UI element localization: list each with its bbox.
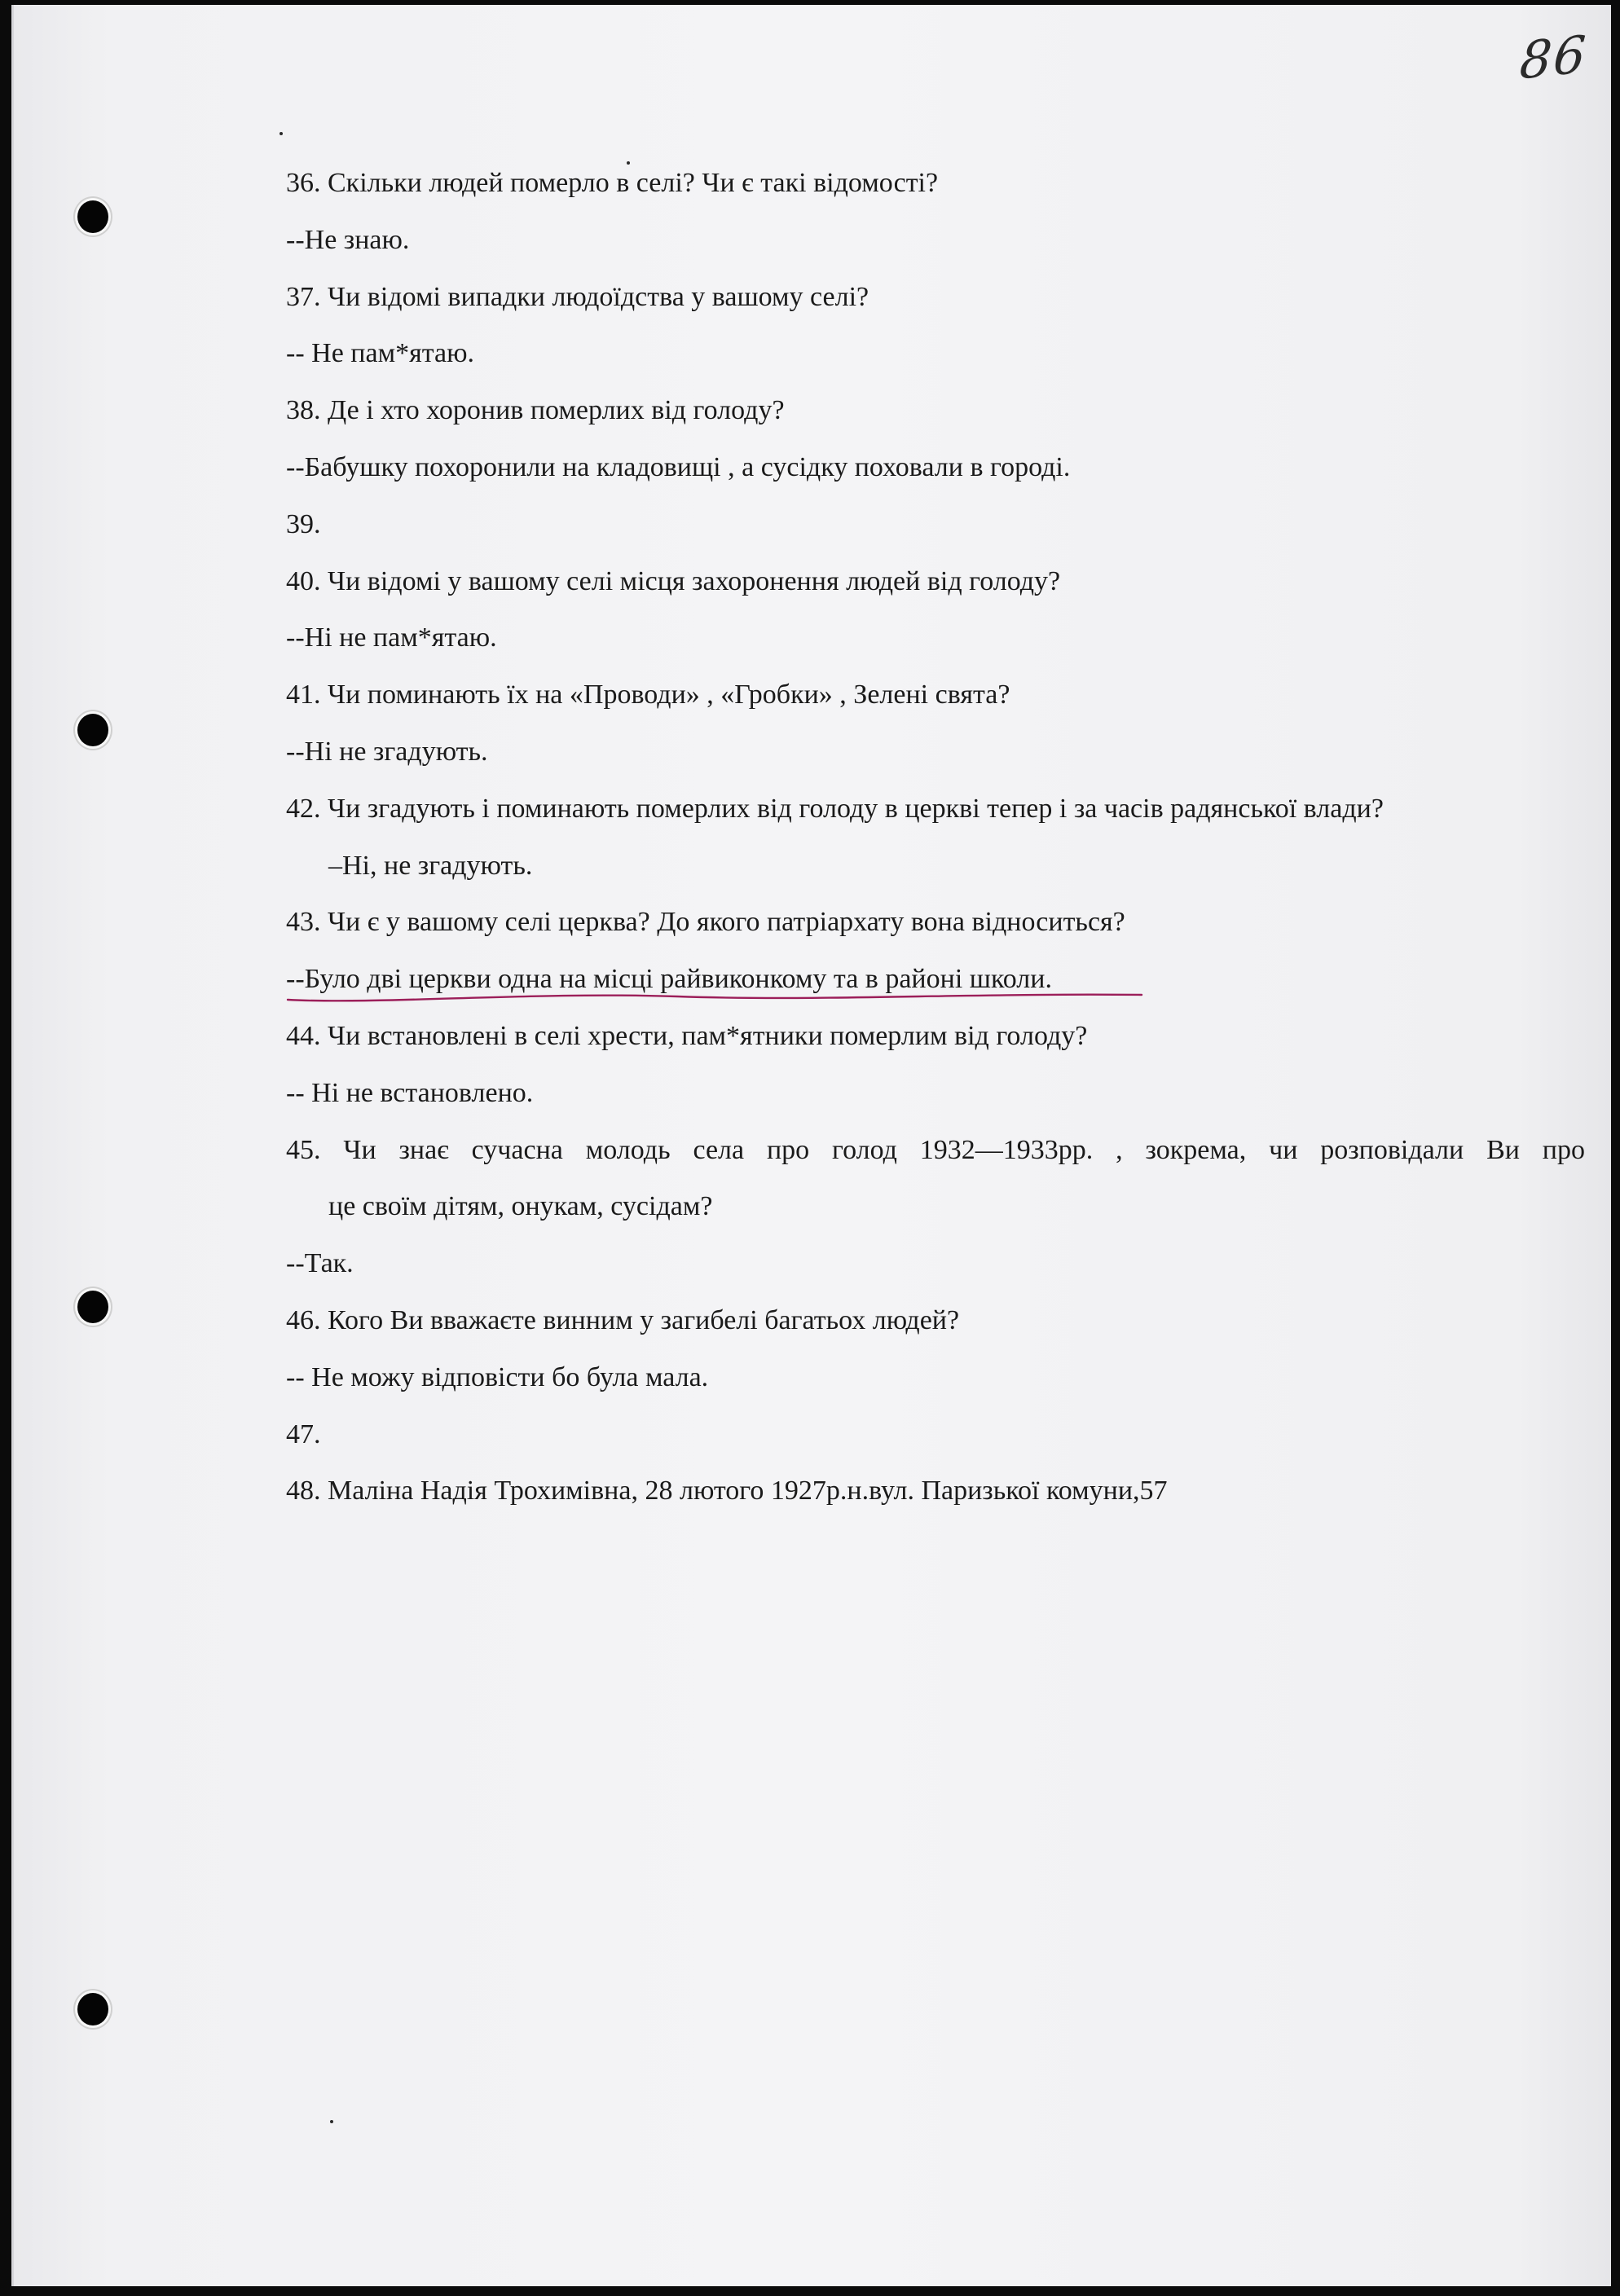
respondent-info-line: 48. Маліна Надія Трохимівна, 28 лютого 1927р.н.вул. Паризької комуни,57 xyxy=(286,1476,1168,1506)
question-line: 39. xyxy=(286,508,321,539)
question-line: 38. Де і хто хоронив померлих від голоду? xyxy=(286,395,785,426)
question-line: 36. Скільки людей померло в селі? Чи є такі відомості? xyxy=(286,168,939,198)
answer-text: --Було дві церкви одна на місці райвиконкому та в районі школи. xyxy=(286,964,1052,995)
punch-hole xyxy=(77,200,108,233)
question-line: 46. Кого Ви вважаєте винним у загибелі багатьох людей? xyxy=(286,1304,960,1335)
answer-line: -- Не пам*ятаю. xyxy=(286,338,474,369)
question-line-continued: це своїм дітям, онукам, сусідам? xyxy=(328,1191,713,1222)
ink-speck xyxy=(280,132,283,135)
answer-line: -- Ні не встановлено. xyxy=(286,1077,534,1108)
ink-speck xyxy=(330,2120,333,2123)
answer-line: --Бабушку похоронили на кладовищі , а сусідку поховали в городі. xyxy=(286,451,1071,482)
punch-hole xyxy=(77,1993,108,2025)
question-line: 45. Чи знає сучасна молодь села про голод 1932—1933рр. , зокрема, чи розповідали Ви про xyxy=(286,1134,1585,1165)
questionnaire-text xyxy=(286,168,1606,1533)
question-line: 47. xyxy=(286,1419,321,1449)
punch-hole xyxy=(77,714,108,746)
punch-hole xyxy=(77,1291,108,1323)
question-line: 42. Чи згадують і поминають померлих від голоду в церкві тепер і за часів радянської влади? xyxy=(286,793,1384,824)
question-line: 37. Чи відомі випадки людоїдства у вашому селі? xyxy=(286,281,869,312)
question-line: 44. Чи встановлені в селі хрести, пам*ятники померлим від голоду? xyxy=(286,1020,1088,1051)
ink-speck xyxy=(627,161,630,165)
answer-line: -- Не можу відповісти бо була мала. xyxy=(286,1361,709,1392)
document-page xyxy=(11,5,1611,2286)
question-line: 41. Чи поминають їх на «Проводи» , «Гробки» , Зелені свята? xyxy=(286,680,1010,710)
answer-line: --Ні не згадують. xyxy=(286,736,488,767)
answer-line: --Ні не пам*ятаю. xyxy=(286,622,497,653)
handwritten-page-number: 86 xyxy=(1517,24,1590,91)
question-line: 43. Чи є у вашому селі церква? До якого патріархату вона відноситься? xyxy=(286,907,1125,938)
answer-line: --Не знаю. xyxy=(286,224,410,255)
question-line: 40. Чи відомі у вашому селі місця захоронення людей від голоду? xyxy=(286,565,1061,596)
answer-line-underlined xyxy=(286,964,1606,1021)
answer-line: --Так. xyxy=(286,1248,354,1279)
answer-line: –Ні, не згадують. xyxy=(328,850,533,881)
